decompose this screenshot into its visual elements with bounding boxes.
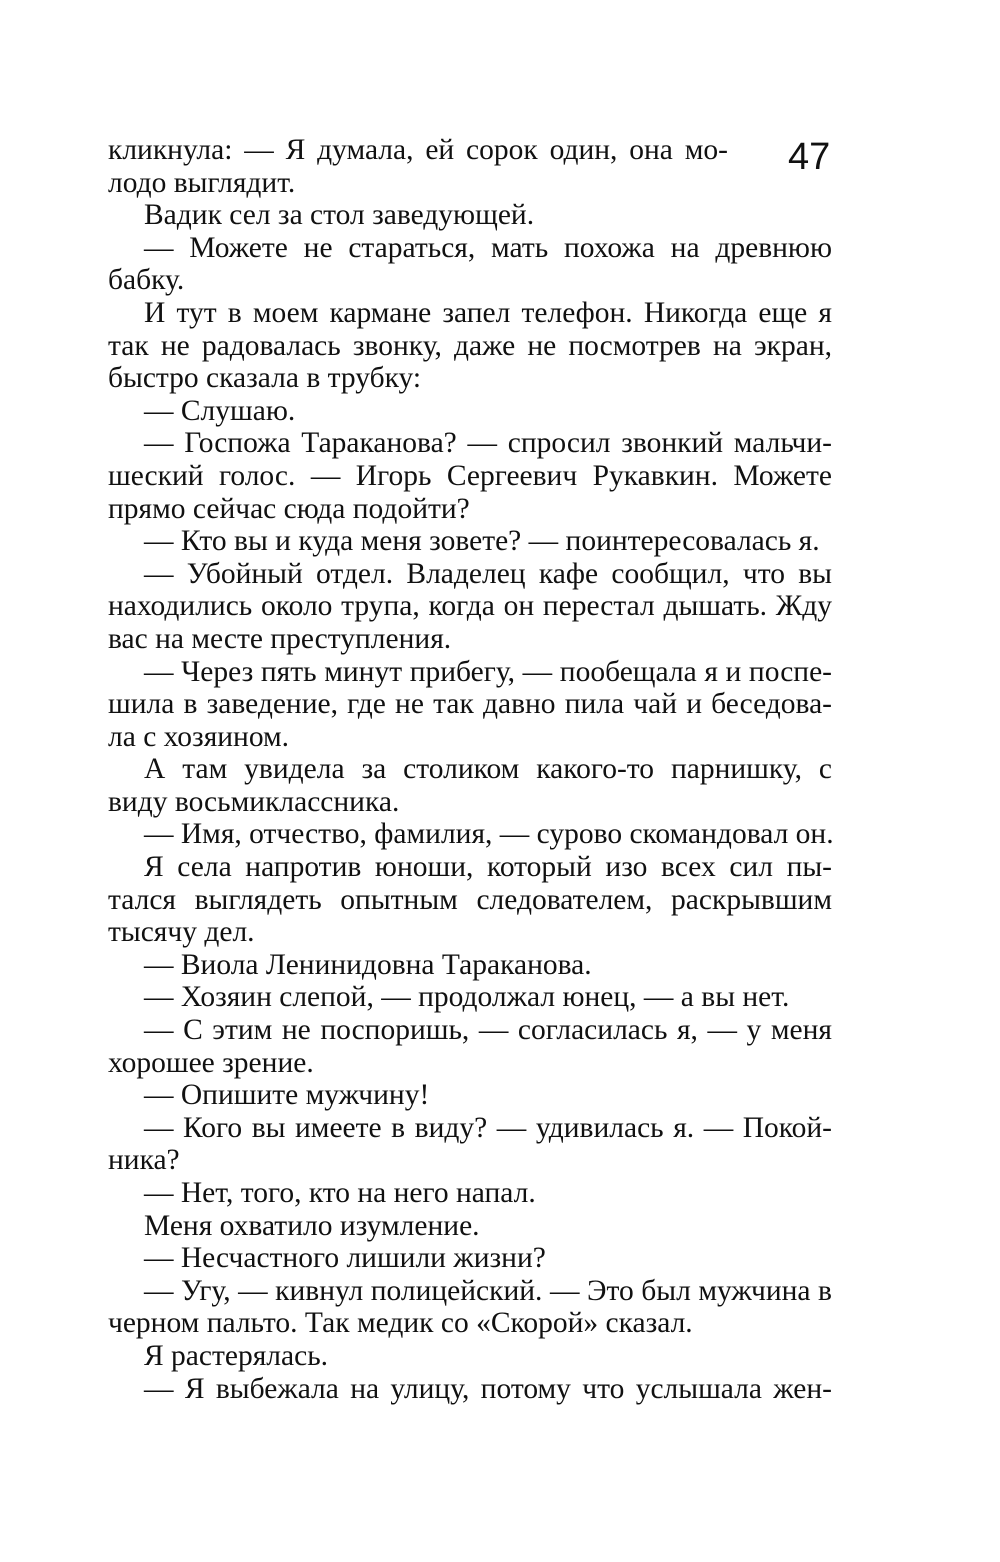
text-line: ника? [108,1144,180,1177]
text-line: лодо выглядит. [108,166,296,199]
text-line: так не радовалась звонку, даже не посмотрев на экран, [108,329,832,362]
body-text [108,134,832,1405]
text-line: кликнула: — Я думала, ей сорок один, она мо- [108,134,728,166]
text-line: находились около трупа, когда он перестал дышать. Жду [108,590,832,623]
text-line: — Кто вы и куда меня зовете? — поинтересовалась я. [144,525,820,558]
text-line: вас на месте преступления. [108,622,452,655]
text-line: прямо сейчас сюда подойти? [108,492,470,525]
text-line: — Угу, — кивнул полицейский. — Это был мужчина в [144,1274,832,1307]
text-line: шеский голос. — Игорь Сергеевич Рукавкин. Можете [108,459,832,492]
text-line: — Имя, отчество, фамилия, — сурово скомандовал он. [144,818,834,851]
text-line: тысячу дел. [108,916,255,949]
text-line: — Можете не стараться, мать похожа на древнюю [144,231,832,264]
text-line: — Через пять минут прибегу, — пообещала я и поспе- [144,655,832,688]
text-line: черном пальто. Так медик со «Скорой» сказал. [108,1307,693,1340]
text-line: — Слушаю. [144,394,296,427]
text-line: быстро сказала в трубку: [108,362,422,395]
text-line: А там увидела за столиком какого-то парнишку, с [144,753,832,786]
text-line: — Госпожа Тараканова? — спросил звонкий мальчи- [144,427,832,460]
text-line: — С этим не поспоришь, — согласилась я, — у меня [144,1014,832,1047]
text-line: — Нет, того, кто на него напал. [144,1177,536,1209]
text-line: — Хозяин слепой, — продолжал юнец, — а вы нет. [144,981,790,1014]
text-line: виду восьмиклассника. [108,785,400,818]
text-line: — Опишите мужчину! [144,1079,430,1112]
text-line: — Убойный отдел. Владелец кафе сообщил, что вы [144,557,832,590]
text-line: — Я выбежала на улицу, потому что услышала жен- [144,1372,832,1405]
text-line: шила в заведение, где не так давно пила чай и беседова- [108,688,832,721]
text-line: И тут в моем кармане запел телефон. Никогда еще я [144,296,832,329]
page-number: 47 [788,136,831,178]
text-line: — Виола Ленинидовна Тараканова. [144,948,592,981]
text-line: ла с хозяином. [108,720,290,753]
text-line: тался выглядеть опытным следователем, раскрывшим [108,883,832,916]
text-line: Меня охватило изумление. [144,1209,480,1242]
text-line: Вадик сел за стол заведующей. [144,199,535,232]
text-line: Я села напротив юноши, который изо всех сил пы- [144,851,832,884]
text-line: Я растерялась. [144,1339,329,1372]
text-line: бабку. [108,264,185,297]
text-line: хорошее зрение. [108,1046,314,1079]
text-line: — Кого вы имеете в виду? — удивилась я. — Покой- [144,1111,832,1144]
text-line: — Несчастного лишили жизни? [144,1242,546,1275]
